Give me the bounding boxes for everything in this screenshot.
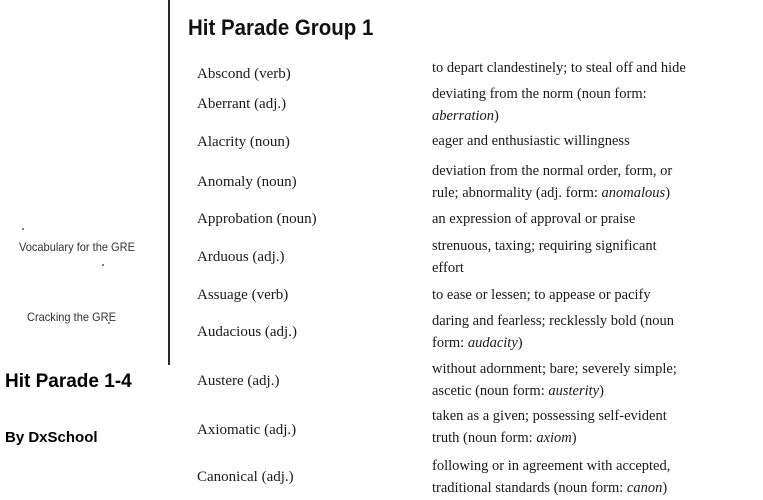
part-of-speech: (noun) (276, 211, 317, 227)
definition-closing: ) (665, 185, 671, 201)
definition-line (432, 235, 757, 257)
definition-text: effort (432, 260, 464, 276)
vocab-term (197, 96, 286, 113)
page-title: Hit Parade Group 1 (188, 15, 374, 40)
definition-text: traditional standards (noun form: (432, 480, 627, 496)
vocab-term (197, 174, 297, 191)
definition-italic-form: anomalous (601, 185, 666, 201)
vocab-definition (432, 455, 757, 499)
definition-text: strenuous, taxing; requiring significant (432, 238, 657, 254)
definition-text: without adornment; bare; severely simple; (432, 361, 677, 377)
definition-closing: ) (571, 430, 577, 446)
definition-text: taken as a given; possessing self-evident (432, 408, 667, 424)
definition-italic-form: austerity (548, 383, 600, 399)
vocab-term (197, 469, 294, 486)
vocab-word: Assuage (197, 287, 248, 303)
definition-closing: ) (494, 108, 499, 124)
vocab-term (197, 249, 285, 266)
part-of-speech: (noun) (249, 134, 290, 150)
vocab-word: Approbation (197, 211, 273, 227)
vocab-word: Alacrity (197, 134, 247, 150)
vocab-definition (432, 130, 757, 152)
vocab-definition (432, 57, 757, 79)
vocab-term (197, 373, 279, 390)
definition-closing: ) (662, 480, 668, 496)
definition-line (432, 455, 757, 477)
definition-italic-form: audacity (467, 335, 518, 351)
part-of-speech: (adj.) (247, 373, 280, 389)
definition-text: deviating from the norm (noun form: (432, 86, 647, 102)
definition-italic-form: axiom (536, 430, 572, 446)
vocab-word: Austere (197, 373, 244, 389)
definition-line (432, 332, 757, 354)
sidebar-headline: Hit Parade 1-4 (5, 371, 132, 392)
vocab-definition (432, 405, 757, 449)
definition-italic-form: canon (626, 480, 663, 496)
definition-text: to depart clandestinely; to steal off and hide (432, 60, 686, 76)
part-of-speech: (adj.) (264, 324, 297, 340)
definition-line (432, 160, 757, 182)
part-of-speech: (adj.) (254, 96, 287, 112)
definition-text: to ease or lessen; to appease or pacify (432, 287, 651, 303)
definition-line (432, 310, 757, 332)
definition-line (432, 182, 757, 204)
definition-text: daring and fearless; recklessly bold (noun (432, 313, 674, 329)
definition-line (432, 427, 757, 449)
sidebar-subtitle-vocabulary: Vocabulary for the GRE (19, 240, 135, 254)
definition-line (432, 257, 757, 279)
definition-line (432, 477, 757, 499)
vocab-term (197, 66, 291, 83)
vocab-definition (432, 208, 757, 230)
part-of-speech: (verb) (254, 66, 291, 82)
definition-line (432, 405, 757, 427)
definition-line (432, 358, 757, 380)
definition-text: form: (432, 335, 468, 351)
definition-closing: ) (517, 335, 523, 351)
vocab-word: Abscond (197, 66, 251, 82)
definition-text: rule; abnormality (adj. form: (432, 185, 602, 201)
part-of-speech: (adj.) (264, 422, 297, 438)
sidebar-subtitle-cracking: Cracking the GRE (27, 310, 116, 324)
part-of-speech: (noun) (256, 174, 297, 190)
vocab-definition (432, 160, 757, 204)
part-of-speech: (adj.) (261, 469, 294, 485)
definition-line (432, 57, 757, 79)
vocab-definition (432, 310, 757, 354)
vocab-definition (432, 358, 757, 402)
definition-line (432, 380, 757, 402)
vocab-word: Anomaly (197, 174, 253, 190)
definition-text: truth (noun form: (432, 430, 537, 446)
vocab-word: Audacious (197, 324, 262, 340)
definition-line (432, 208, 757, 230)
sidebar-byline: By DxSchool (5, 429, 98, 446)
vocab-word: Arduous (197, 249, 249, 265)
vocab-term (197, 287, 288, 304)
definition-text: an expression of approval or praise (432, 211, 636, 227)
definition-line (432, 284, 757, 306)
vocab-definition (432, 284, 757, 306)
definition-text: eager and enthusiastic willingness (432, 133, 630, 149)
vocab-definition (432, 235, 757, 279)
definition-text: deviation from the normal order, form, or (432, 163, 673, 179)
vocab-term (197, 422, 296, 439)
definition-line (432, 105, 757, 127)
definition-closing: ) (599, 383, 604, 399)
vocab-term (197, 324, 297, 341)
definition-line (432, 83, 757, 105)
part-of-speech: (adj.) (252, 249, 285, 265)
part-of-speech: (verb) (251, 287, 289, 303)
vocab-term (197, 134, 290, 151)
vocab-word: Axiomatic (197, 422, 261, 438)
definition-text: following or in agreement with accepted, (432, 458, 671, 474)
definition-italic-form: aberration (432, 108, 495, 124)
vocab-term (197, 211, 317, 228)
vocab-definition (432, 83, 757, 127)
vocab-word: Aberrant (197, 96, 251, 112)
vocab-word: Canonical (197, 469, 258, 485)
definition-text: ascetic (noun form: (432, 383, 549, 399)
definition-line (432, 130, 757, 152)
